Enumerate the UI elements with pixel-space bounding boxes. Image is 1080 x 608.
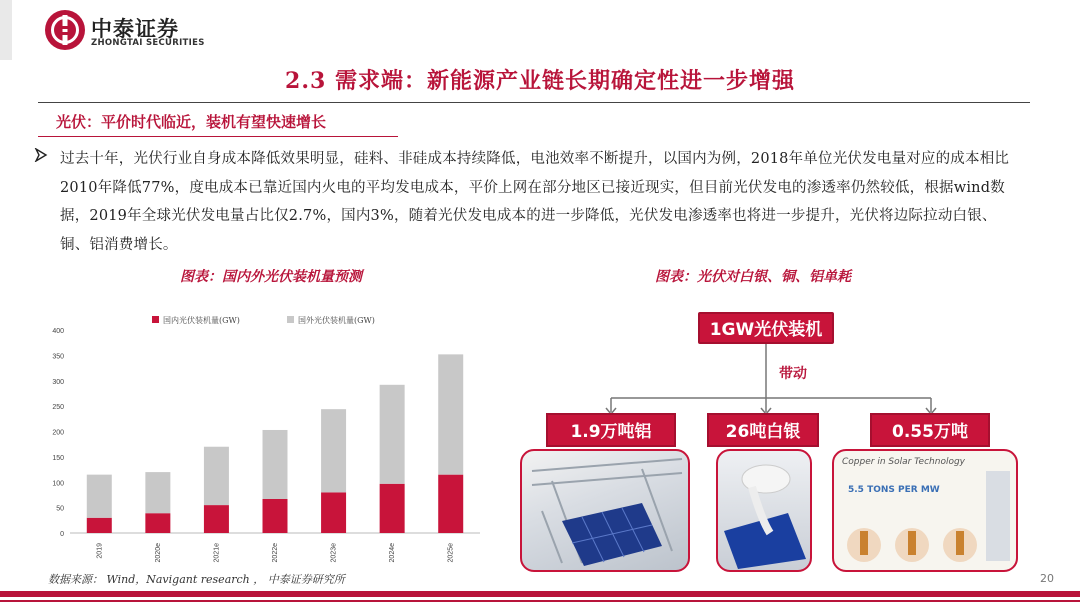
diagram-connectors	[540, 340, 1000, 420]
pv-installation-chart	[30, 305, 500, 567]
section-subtitle: 光伏：平价时代临近，装机有望快速增长	[56, 113, 327, 131]
y-tick-label: 400	[52, 328, 64, 335]
page-title: 2.3 需求端：新能源产业链长期确定性进一步增强	[285, 68, 795, 94]
bar-segment	[87, 475, 112, 518]
bar-segment	[380, 385, 405, 484]
x-tick-label: 2021e	[213, 543, 221, 563]
bar-segment	[145, 472, 170, 513]
infographic-stat: 5.5 TONS PER MW	[848, 485, 940, 495]
bar-segment	[438, 475, 463, 533]
title-divider	[38, 102, 1030, 103]
bar-segment	[438, 354, 463, 474]
y-tick-label: 0	[60, 531, 64, 538]
silver-metric-box: 26吨白银	[707, 413, 819, 447]
x-tick-label: 2020e	[154, 543, 162, 563]
legend-swatch	[152, 316, 159, 323]
page-number: 20	[1040, 572, 1054, 585]
footer-bar	[0, 591, 1080, 597]
x-tick-label: 2023e	[330, 543, 338, 563]
data-source-note: 数据来源： Wind，Navigant research ， 中泰证券研究所	[48, 573, 345, 586]
x-tick-label: 2022e	[272, 543, 279, 563]
aluminum-metric-box: 1.9万吨铝	[546, 413, 676, 447]
y-tick-label: 50	[56, 505, 64, 513]
infographic-heading: Copper in Solar Technology	[842, 457, 966, 467]
bar-segment	[263, 499, 288, 533]
bar-segment	[204, 447, 229, 505]
bar-segment	[321, 492, 346, 533]
bar-segment	[263, 430, 288, 499]
y-tick-label: 350	[52, 353, 64, 361]
x-tick-label: 2025e	[447, 543, 455, 563]
solar-panel-rack-image	[520, 449, 690, 572]
diagram-caption: 图表：光伏对白银、铜、铝单耗	[655, 269, 851, 285]
y-tick-label: 100	[52, 480, 64, 488]
legend-label: 国外光伏装机量(GW)	[298, 316, 375, 325]
y-tick-label: 300	[52, 378, 64, 386]
x-tick-label: 2024e	[389, 543, 397, 563]
pv-installation-box: 1GW光伏装机	[698, 312, 834, 344]
x-tick-label: 2019	[96, 543, 104, 559]
legend-label: 国内光伏装机量(GW)	[163, 316, 240, 325]
copper-solar-infographic-image	[832, 449, 1018, 572]
body-paragraph: 过去十年，光伏行业自身成本降低效果明显，硅料、非硅成本持续降低，电池效率不断提升，以国内为例，2018年单位光伏发电量对应的成本相比2010年降低77%，度电成本已靠近国内火电的平均发电成本，平价上网在部分地区已接近现实，但目前光伏发电的渗透率仍然较低，根据wind数据，2019年全球光伏发电量占比仅2.7%，国内3%，随着光伏发电成本的进一步降低，光伏发电渗透率也将进一步提升，光伏将边际拉动白银、铜、铝消费增长。	[60, 151, 1010, 253]
company-logo-icon	[45, 10, 85, 50]
y-tick-label: 150	[52, 454, 64, 462]
legend-swatch	[287, 316, 294, 323]
bar-segment	[321, 409, 346, 492]
logo-text-en: ZHONGTAI SECURITIES	[91, 38, 205, 48]
copper-metric-box: 0.55万吨	[870, 413, 990, 447]
arrow-bullet-icon	[34, 148, 48, 166]
chart-caption: 图表：国内外光伏装机量预测	[180, 269, 362, 285]
footer-line	[0, 600, 1080, 602]
bar-segment	[145, 513, 170, 533]
y-tick-label: 250	[52, 404, 64, 412]
logo-text-cn: 中泰证券	[91, 17, 179, 41]
subtitle-underline	[38, 136, 398, 137]
header-accent-strip	[0, 0, 12, 60]
bar-segment	[204, 505, 229, 533]
silver-paste-image	[716, 449, 812, 572]
y-tick-label: 200	[52, 429, 64, 437]
bar-segment	[380, 484, 405, 533]
bar-segment	[87, 518, 112, 533]
drive-label: 带动	[779, 366, 807, 382]
